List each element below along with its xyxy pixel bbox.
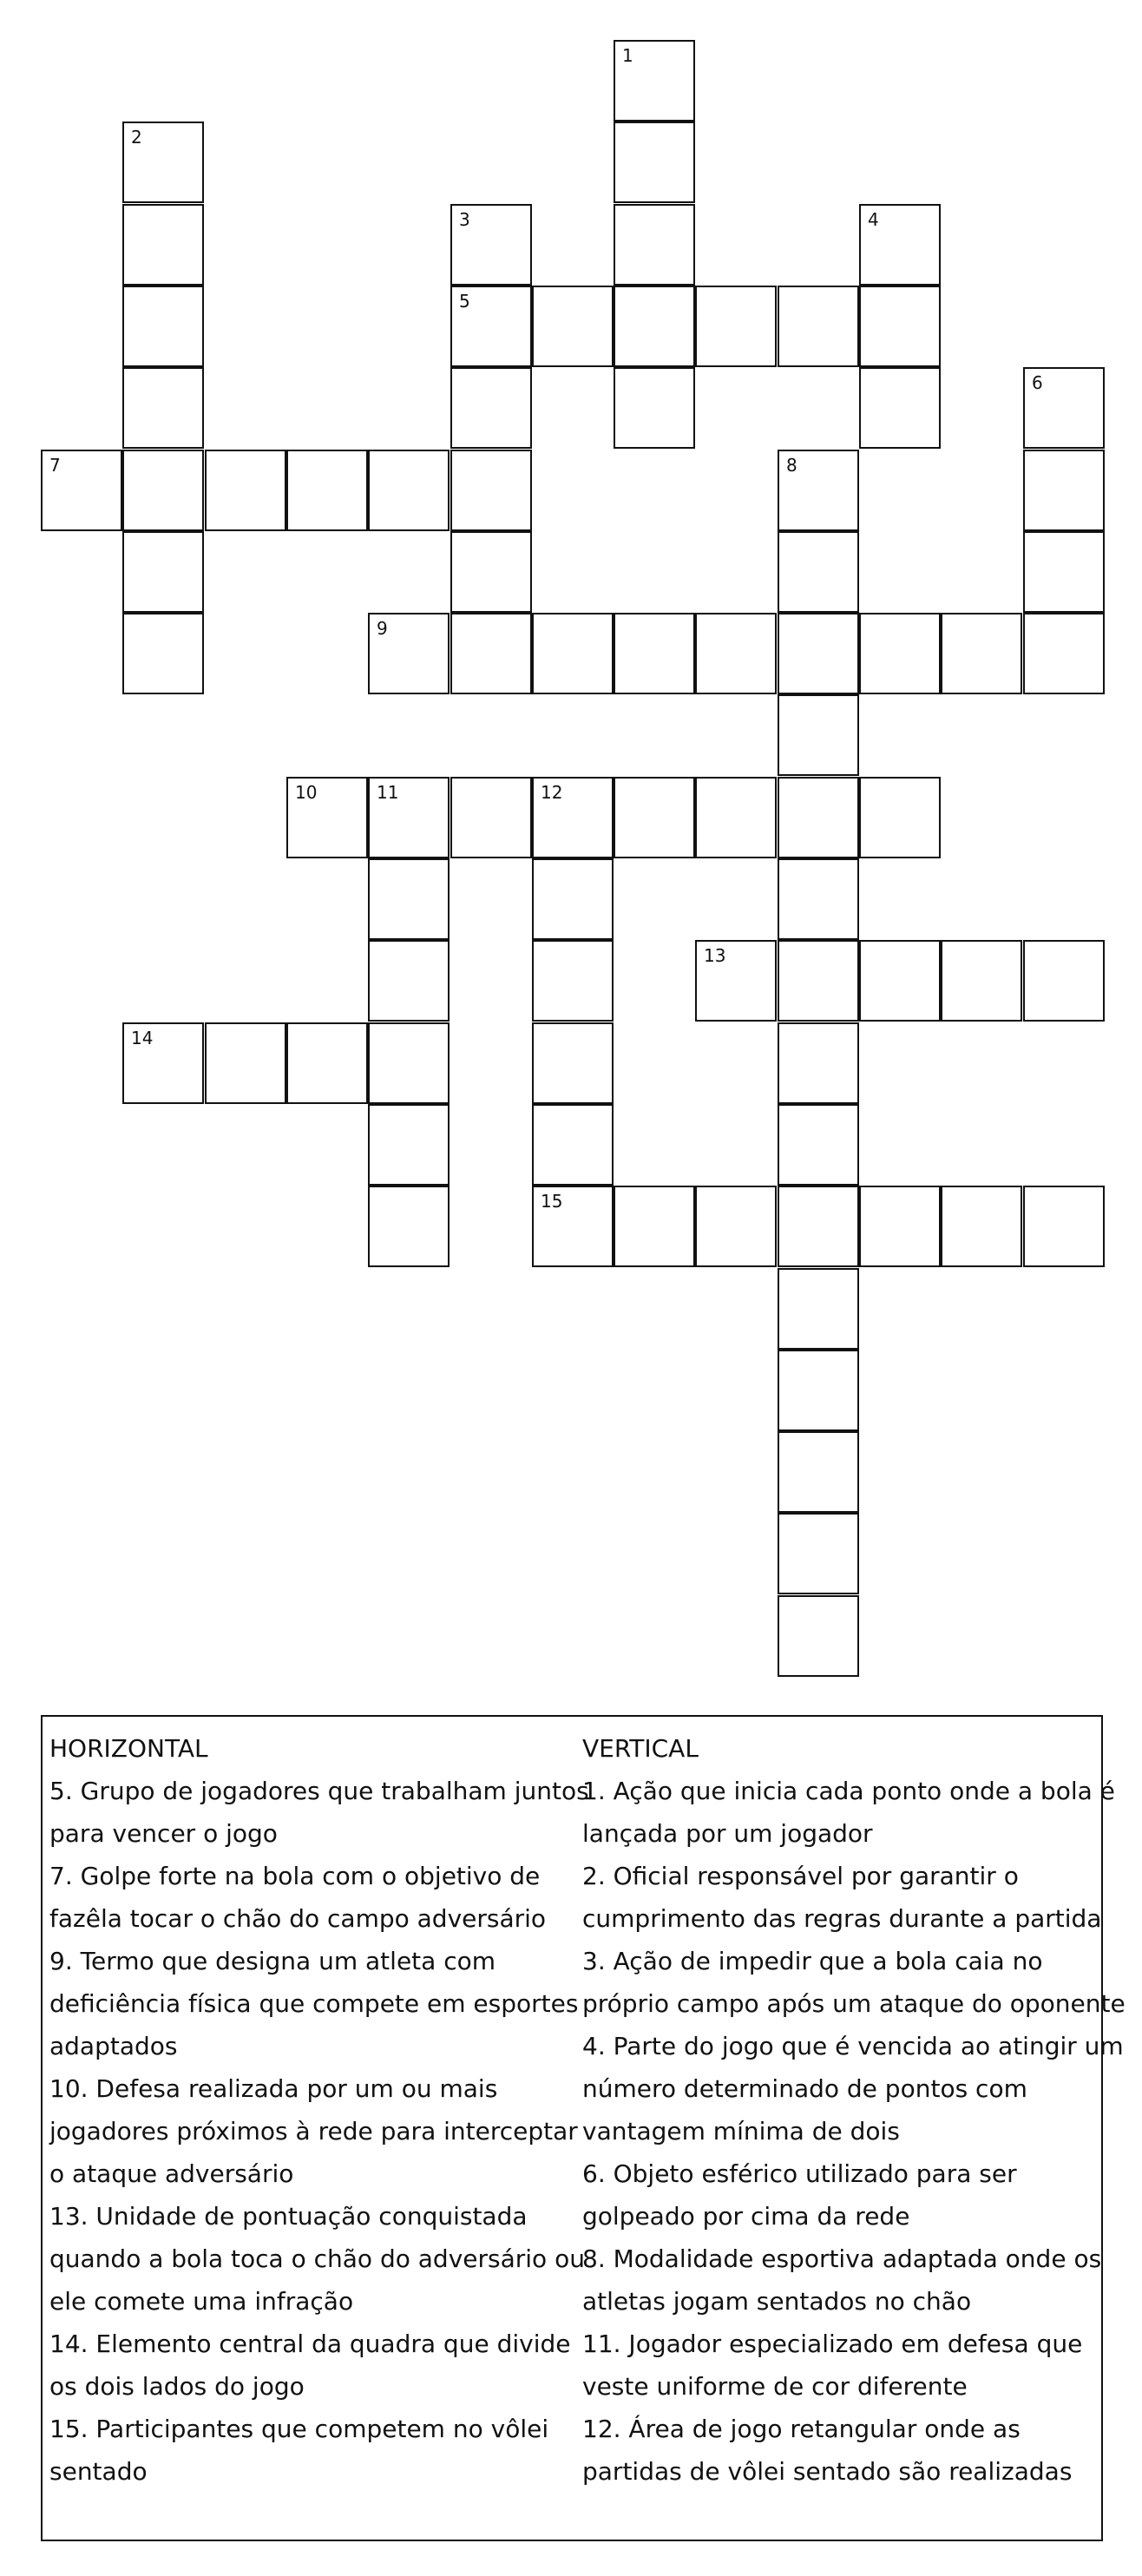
- grid-cell[interactable]: [695, 940, 777, 1022]
- grid-cell[interactable]: [778, 1513, 859, 1594]
- grid-cell[interactable]: [614, 613, 695, 694]
- vertical-clue-line: atletas jogam sentados no chão: [582, 2287, 972, 2316]
- clue-number: 5: [459, 291, 470, 312]
- horizontal-clue-line: 15. Participantes que competem no vôlei: [49, 2415, 549, 2443]
- vertical-clue-line: 12. Área de jogo retangular onde as: [582, 2415, 1021, 2443]
- grid-cell[interactable]: [859, 777, 941, 858]
- horizontal-clue-line: fazêla tocar o chão do campo adversário: [49, 1904, 547, 1933]
- grid-cell[interactable]: [941, 940, 1022, 1022]
- grid-cell[interactable]: [286, 1022, 368, 1104]
- grid-cell[interactable]: [368, 777, 450, 858]
- vertical-clue-line: número determinado de pontos com: [582, 2074, 1027, 2103]
- grid-cell[interactable]: [941, 1186, 1022, 1267]
- grid-cell[interactable]: [1023, 531, 1105, 613]
- horizontal-clue-line: 7. Golpe forte na bola com o objetivo de: [49, 1862, 541, 1890]
- grid-cell[interactable]: [122, 122, 204, 203]
- grid-cell[interactable]: [368, 450, 450, 531]
- grid-cell[interactable]: [778, 1268, 859, 1350]
- grid-cell[interactable]: [122, 1022, 204, 1104]
- grid-cell[interactable]: [368, 1104, 450, 1186]
- horizontal-clue-line: ele comete uma infração: [49, 2287, 354, 2316]
- grid-cell[interactable]: [778, 858, 859, 940]
- vertical-clue-line: lançada por um jogador: [582, 1819, 873, 1848]
- grid-cell[interactable]: [695, 613, 777, 694]
- horizontal-clue-line: sentado: [49, 2457, 148, 2486]
- grid-cell[interactable]: [778, 1186, 859, 1267]
- grid-cell[interactable]: [859, 286, 941, 367]
- clue-number: 3: [459, 209, 470, 230]
- grid-cell[interactable]: [778, 450, 859, 531]
- grid-cell[interactable]: [122, 367, 204, 449]
- vertical-clue-line: 4. Parte do jogo que é vencida ao atingir um: [582, 2032, 1124, 2060]
- vertical-clues: [582, 1727, 1126, 2493]
- horizontal-clue-line: 5. Grupo de jogadores que trabalham juntos: [49, 1777, 589, 1805]
- vertical-clue-heading: VERTICAL: [582, 1734, 699, 1763]
- vertical-clue-line: golpeado por cima da rede: [582, 2202, 910, 2231]
- clues-box: [41, 1715, 1126, 2541]
- vertical-clue-line: partidas de vôlei sentado são realizadas: [582, 2457, 1073, 2486]
- vertical-clue-line: 6. Objeto esférico utilizado para ser: [582, 2159, 1017, 2188]
- grid-cell[interactable]: [614, 777, 695, 858]
- clue-number: 13: [704, 945, 726, 966]
- grid-cell[interactable]: [1023, 940, 1105, 1022]
- vertical-clue-line: veste uniforme de cor diferente: [582, 2372, 968, 2401]
- vertical-clue-line: 3. Ação de impedir que a bola caia no: [582, 1947, 1043, 1975]
- grid-cell[interactable]: [532, 858, 614, 940]
- grid-cell[interactable]: [695, 777, 777, 858]
- horizontal-clue-line: 13. Unidade de pontuação conquistada: [49, 2202, 528, 2231]
- vertical-clue-line: 2. Oficial responsável por garantir o: [582, 1862, 1019, 1890]
- clue-number: 7: [49, 455, 61, 476]
- horizontal-clue-line: jogadores próximos à rede para interceptar: [49, 2117, 578, 2146]
- grid-cell[interactable]: [368, 1022, 450, 1104]
- grid-cell[interactable]: [1023, 367, 1105, 449]
- grid-cell[interactable]: [122, 531, 204, 613]
- grid-cell[interactable]: [859, 367, 941, 449]
- grid-cell[interactable]: [614, 122, 695, 203]
- grid-cell[interactable]: [614, 286, 695, 367]
- grid-cell[interactable]: [368, 940, 450, 1022]
- horizontal-clue-line: adaptados: [49, 2032, 178, 2060]
- grid-cell[interactable]: [859, 940, 941, 1022]
- grid-cell[interactable]: [778, 1431, 859, 1513]
- horizontal-clue-line: os dois lados do jogo: [49, 2372, 305, 2401]
- grid-cell[interactable]: [450, 531, 532, 613]
- grid-cell[interactable]: [778, 1595, 859, 1677]
- grid-cell[interactable]: [859, 613, 941, 694]
- grid-cell[interactable]: [778, 1104, 859, 1186]
- grid-cell[interactable]: [450, 613, 532, 694]
- grid-cell[interactable]: [450, 204, 532, 286]
- horizontal-clues: [49, 1727, 589, 2493]
- clue-number: 11: [377, 782, 399, 803]
- grid-cell[interactable]: [941, 613, 1022, 694]
- grid-cell[interactable]: [778, 1350, 859, 1431]
- grid-cell[interactable]: [614, 367, 695, 449]
- clue-number: 1: [622, 45, 633, 66]
- horizontal-clue-line: 14. Elemento central da quadra que divide: [49, 2330, 571, 2358]
- grid-cell[interactable]: [532, 1186, 614, 1267]
- horizontal-clue-line: deficiência física que compete em esportes: [49, 1989, 579, 2018]
- grid-cell[interactable]: [450, 367, 532, 449]
- grid-cell[interactable]: [695, 286, 777, 367]
- vertical-clue-line: 11. Jogador especializado em defesa que: [582, 2330, 1083, 2358]
- grid-cell[interactable]: [122, 450, 204, 531]
- grid-cell[interactable]: [450, 286, 532, 367]
- vertical-clue-line: vantagem mínima de dois: [582, 2117, 900, 2146]
- horizontal-clue-heading: HORIZONTAL: [49, 1734, 208, 1763]
- grid-cell[interactable]: [205, 450, 286, 531]
- grid-cell[interactable]: [859, 1186, 941, 1267]
- grid-cell[interactable]: [695, 1186, 777, 1267]
- horizontal-clue-line: 9. Termo que designa um atleta com: [49, 1947, 496, 1975]
- clue-number: 15: [541, 1191, 563, 1212]
- grid-cell[interactable]: [205, 1022, 286, 1104]
- grid-cell[interactable]: [532, 1104, 614, 1186]
- grid-cell[interactable]: [778, 613, 859, 694]
- grid-cell[interactable]: [778, 1022, 859, 1104]
- clue-number: 9: [377, 618, 388, 639]
- horizontal-clue-line: o ataque adversário: [49, 2159, 294, 2188]
- grid-cell[interactable]: [778, 531, 859, 613]
- clue-number: 4: [868, 209, 879, 230]
- horizontal-clue-line: quando a bola toca o chão do adversário ou: [49, 2244, 585, 2273]
- vertical-clue-line: 1. Ação que inicia cada ponto onde a bola é: [582, 1777, 1115, 1805]
- grid-cell[interactable]: [614, 1186, 695, 1267]
- grid-cell[interactable]: [41, 450, 122, 531]
- vertical-clue-line: próprio campo após um ataque do oponente: [582, 1989, 1126, 2018]
- clue-number: 10: [295, 782, 318, 803]
- grid-cell[interactable]: [286, 777, 368, 858]
- grid-cell[interactable]: [532, 1022, 614, 1104]
- grid-cell[interactable]: [1023, 450, 1105, 531]
- grid-cell[interactable]: [450, 450, 532, 531]
- grid-cell[interactable]: [532, 613, 614, 694]
- grid-cell[interactable]: [778, 940, 859, 1022]
- grid-cell[interactable]: [778, 286, 859, 367]
- clue-number: 8: [786, 455, 797, 476]
- grid-cell[interactable]: [859, 204, 941, 286]
- grid-cell[interactable]: [1023, 1186, 1105, 1267]
- grid-cell[interactable]: [778, 777, 859, 858]
- clue-number: 12: [541, 782, 563, 803]
- grid-cell[interactable]: [532, 940, 614, 1022]
- horizontal-clue-line: 10. Defesa realizada por um ou mais: [49, 2074, 498, 2103]
- clue-number: 14: [131, 1028, 154, 1048]
- grid-cell[interactable]: [614, 40, 695, 122]
- horizontal-clue-line: para vencer o jogo: [49, 1819, 278, 1848]
- grid-cell[interactable]: [368, 613, 450, 694]
- grid-cell[interactable]: [614, 204, 695, 286]
- grid-cell[interactable]: [368, 1186, 450, 1267]
- grid-cell[interactable]: [450, 777, 532, 858]
- grid-cell[interactable]: [368, 858, 450, 940]
- grid-cell[interactable]: [532, 777, 614, 858]
- vertical-clue-line: 8. Modalidade esportiva adaptada onde os: [582, 2244, 1102, 2273]
- grid-cell[interactable]: [286, 450, 368, 531]
- grid-cell[interactable]: [532, 286, 614, 367]
- grid-cell[interactable]: [122, 204, 204, 286]
- grid-cell[interactable]: [778, 694, 859, 776]
- grid-cell[interactable]: [122, 613, 204, 694]
- clue-number: 6: [1032, 372, 1043, 393]
- grid-cell[interactable]: [1023, 613, 1105, 694]
- clue-number: 2: [131, 127, 142, 148]
- grid-cell[interactable]: [122, 286, 204, 367]
- vertical-clue-line: cumprimento das regras durante a partida: [582, 1904, 1102, 1933]
